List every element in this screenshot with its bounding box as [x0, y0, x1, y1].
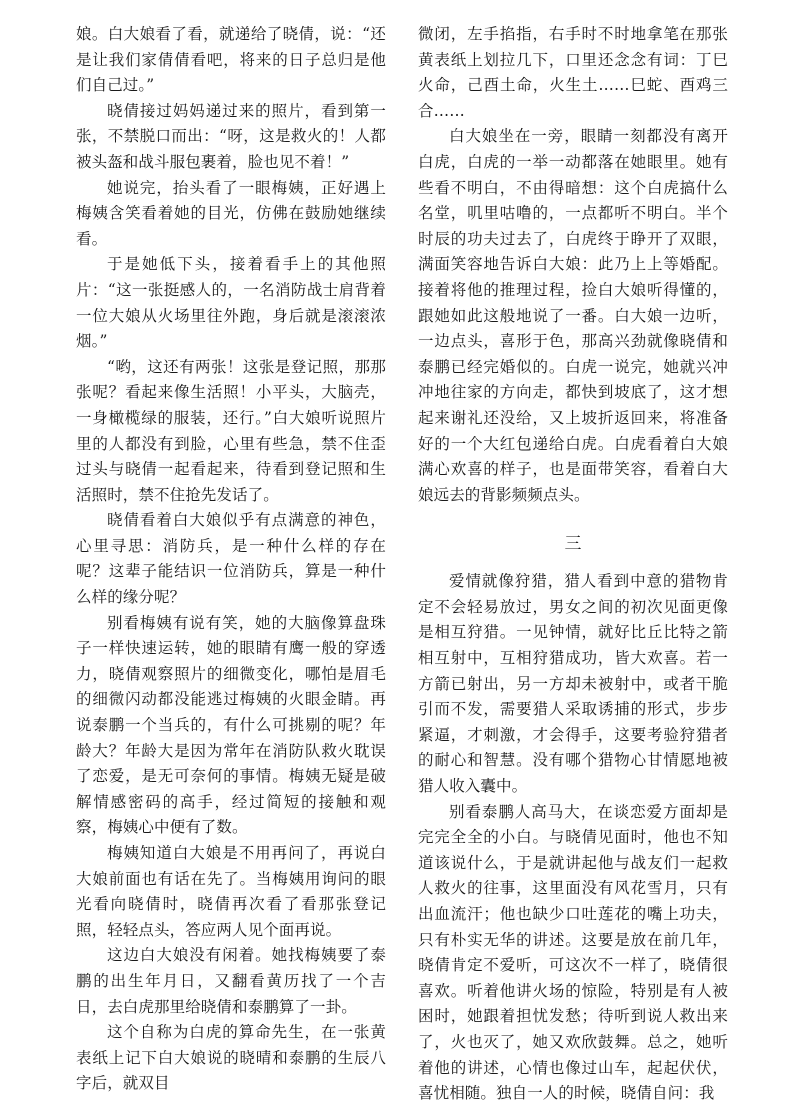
left-text-column: [76, 22, 386, 1097]
paragraph: 这个自称为白虎的算命先生，在一张黄表纸上记下白大娘说的晓晴和泰鹏的生辰八字后，就双目: [76, 1023, 386, 1093]
paragraph: 她说完，抬头看了一眼梅姨，正好遇上梅姨含笑看着她的目光，仿佛在鼓励她继续看。: [76, 178, 386, 248]
paragraph: 晓倩看着白大娘似乎有点满意的神色，心里寻思：消防兵，是一种什么样的存在呢？这辈子能结识一位消防兵，算是一种什么样的缘分呢？: [76, 511, 386, 607]
paragraph: 梅姨知道白大娘是不用再问了，再说白大娘前面也有话在先了。当梅姨用询问的眼光看向晓倩时，晓倩再次看了看那张登记照，轻轻点头，答应两人见个面再说。: [76, 844, 386, 939]
paragraph: 这边白大娘没有闲着。她找梅姨要了泰鹏的出生年月日，又翻看黄历找了一个吉日，去白虎那里给晓倩和泰鹏算了一卦。: [76, 946, 386, 1016]
paragraph: “哟，这还有两张！这张是登记照，那那张呢？看起来像生活照！小平头，大脑壳，一身橄榄绿的服装，还行。”白大娘听说照片里的人都没有到脸，心里有些急，禁不住歪过头与晓倩一起看起来，待看到登记照和生活照时，禁不住抢先发话了。: [76, 357, 386, 504]
paragraph: 别看泰鹏人高马大，在谈恋爱方面却是完完全全的小白。与晓倩见面时，他也不知道该说什么，于是就讲起他与战友们一起救人救火的往事，这里面没有风花雪月，只有出血流汗；他也缺少口吐莲花的嘴上功夫，只有朴实无华的讲述。这要是放在前几年，晓倩肯定不爱听，可这次不一样了，晓倩很喜欢。听着他讲火场的惊险，特别是有人被困时，她跟着担忧发愁；待听到说人救出来了，火也灭了，她又欢欣鼓舞。总之，她听着他的讲述，心情也像过山车，起起伏伏，喜忧相随。独自一人的时候，晓倩自问：我: [418, 802, 728, 1103]
paragraph: 别看梅姨有说有笑，她的大脑像算盘珠子一样快速运转，她的眼睛有鹰一般的穿透力，晓倩观察照片的细微变化，哪怕是眉毛的细微闪动都没能逃过梅姨的火眼金睛。再说泰鹏一个当兵的，有什么可挑剔的呢？年龄大？年龄大是因为常年在消防队救火耽误了恋爱，是无可奈何的事情。梅姨无疑是破解情感密码的高手，经过简短的接触和观察，梅姨心中便有了数。: [76, 613, 386, 837]
paragraph: 白大娘坐在一旁，眼睛一刻都没有离开白虎，白虎的一举一动都落在她眼里。她有些看不明白，不由得暗想：这个白虎搞什么名堂，叽里咕噜的，一点都听不明白。半个时辰的功夫过去了，白虎终于睁开了双眼，满面笑容地告诉白大娘：此乃上上等婚配。接着将他的推理过程，捡白大娘听得懂的，跟她如此这般地说了一番。白大娘一边听，一边点头，喜形于色，那高兴劲就像晓倩和泰鹏已经完婚似的。白虎一说完，她就兴冲冲地往家的方向走，都快到坡底了，这才想起来谢礼还没给，又上坡折返回来，将准备好的一个大红包递给白虎。白虎看着白大娘满心欢喜的样子，也是面带笑容，看着白大娘远去的背影频频点头。: [418, 127, 728, 504]
section-number-heading: 三: [564, 534, 582, 555]
paragraph-continued: 娘。白大娘看了看，就递给了晓倩，说：“还是让我们家倩倩看吧，将来的日子总归是他们自己过。”: [76, 25, 386, 95]
paragraph: 爱情就像狩猎，猎人看到中意的猎物肯定不会轻易放过，男女之间的初次见面更像是相互狩猎。一见钟情，就好比丘比特之箭相互射中，互相狩猎成功，皆大欢喜。若一方箭已射出，另一方却未被射中，或者干脆引而不发，需要猎人采取诱捕的形式，步步紧逼，才刺激，才会得手，这要考验狩猎者的耐心和智慧。没有哪个猎物心甘情愿地被猎人收入囊中。: [418, 572, 728, 796]
paragraph: 晓倩接过妈妈递过来的照片，看到第一张，不禁脱口而出：“呀，这是救火的！人都被头盔和战斗服包裹着，脸也见不着！”: [76, 101, 386, 171]
paragraph-continued: 微闭，左手掐指，右手时不时地拿笔在那张黄表纸上划拉几下，口里还念念有词：丁巳火命，己酉土命，火生土……巳蛇、酉鸡三合……: [418, 25, 728, 120]
right-text-column: [418, 22, 728, 1107]
paragraph: 于是她低下头，接着看手上的其他照片：“这一张挺感人的，一名消防战士肩背着一位大娘从火场里往外跑，身后就是滚滚浓烟。”: [76, 255, 386, 351]
